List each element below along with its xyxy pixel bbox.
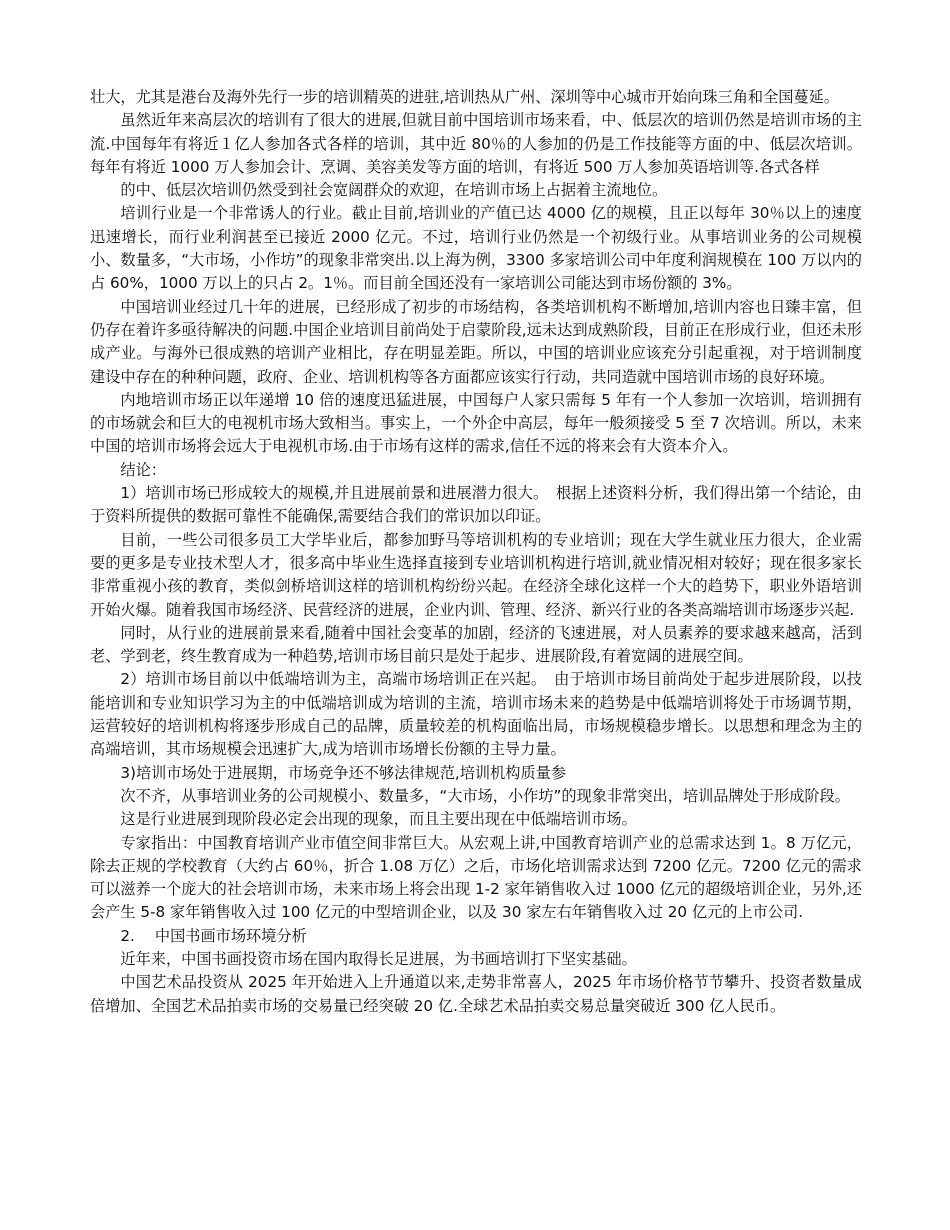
conclusion-point-1: 1）培训市场已形成较大的规模,并且进展前景和进展潜力很大。 根据上述资料分析，我们得出第一个结论，由于资料所提供的数据可靠性不能确保,需要结合我们的常识加以印证。 xyxy=(90,484,862,526)
paragraph: 中国艺术品投资从 2025 年开始进入上升通道以来,走势非常喜人，2025 年市场价格节节攀升、投资者数量成倍增加、全国艺术品拍卖市场的交易量已经突破 20 亿.全球艺术品拍卖交易总量突破近 300 亿人民币。 xyxy=(90,973,862,1015)
paragraph: 同时，从行业的进展前景来看,随着中国社会变革的加剧，经济的飞速进展，对人员素养的要求越来越高，活到老、学到老，终生教育成为一种趋势,培训市场目前只是处于起步、进展阶段,有着宽阔的进展空间。 xyxy=(90,623,862,666)
paragraph: 目前，一些公司很多员工大学毕业后，都参加野马等培训机构的专业培训；现在大学生就业压力很大，企业需要的更多是专业技术型人才，很多高中毕业生选择直接到专业培训机构进行培训,就业情况相对较好；现在很多家长非常重视小孩的教育，类似剑桥培训这样的培训机构纷纷兴起。在经济全球化这样一个大的趋势下，职业外语培训开始火爆。随着我国市场经济、民营经济的进展，企业内训、管理、经济、新兴行业的各类高端培训市场逐步兴起. xyxy=(90,530,862,619)
conclusion-heading: 结论： xyxy=(120,460,166,479)
document-body xyxy=(90,86,862,1018)
paragraph: 培训行业是一个非常诱人的行业。截止目前,培训业的产值已达 4000 亿的规模，且正以每年 30％以上的速度迅速增长，而行业利润甚至已接近 2000 亿元。不过，培训行业仍然是一个初级行业。从事培训业务的公司规模小、数量多，“大市场，小作坊”的现象非常突出.以上海为例，3300 多家培训公司中年度利润规模在 100 万以内的占 60%，1000 万以上的只占 2。1％。而目前全国还没有一家培训公司能达到市场份额的 3%。 xyxy=(90,204,862,293)
paragraph: 专家指出：中国教育培训产业市值空间非常巨大。从宏观上讲,中国教育培训产业的总需求达到 1。8 万亿元，除去正规的学校教育（大约占 60％，折合 1.08 万亿）之后，市场化培训需求达到 7200 亿元。7200 亿元的需求可以滋养一个庞大的社会培训市场，未来市场上将会出现 1-2 家年销售收入过 1000 亿元的超级培训企业，另外,还会产生 5-8 家年销售收入过 100 亿元的中型培训企业，以及 30 家左右年销售收入过 20 亿元的上市公司. xyxy=(90,833,862,922)
conclusion-point-3: 3)培训市场处于进展期，市场竞争还不够法律规范,培训机构质量参 xyxy=(120,763,567,782)
paragraph: 虽然近年来高层次的培训有了很大的进展,但就目前中国培训市场来看，中、低层次的培训仍然是培训市场的主流.中国每年有将近１亿人参加各式各样的培训，其中近 80％的人参加的仍是工作技能等方面的中、低层次培训。每年有将近 1000 万人参加会计、烹调、美容美发等方面的培训，有将近 500 万人参加英语培训等.各式各样 xyxy=(90,111,862,176)
paragraph: 的中、低层次培训仍然受到社会宽阔群众的欢迎，在培训市场上占据着主流地位。 xyxy=(120,181,668,200)
paragraph: 这是行业进展到现阶段必定会出现的现象，而且主要出现在中低端培训市场。 xyxy=(120,810,637,829)
paragraph: 次不齐，从事培训业务的公司规模小、数量多，“大市场，小作坊”的现象非常突出，培训品牌处于形成阶段。 xyxy=(120,786,850,805)
paragraph: 壮大，尤其是港台及海外先行一步的培训精英的进驻,培训热从广州、深圳等中心城市开始向珠三角和全国蔓延。 xyxy=(90,88,840,106)
paragraph: 内地培训市场正以年递增 10 倍的速度迅猛进展，中国每户人家只需每 5 年有一个人参加一次培训，培训拥有的市场就会和巨大的电视机市场大致相当。事实上，一个外企中高层，每年一般须接受 5 至 7 次培训。所以，未来中国的培训市场将会远大于电视机市场.由于市场有这样的需求,信任不远的将来会有大资本介入。 xyxy=(90,390,862,456)
paragraph: 近年来，中国书画投资市场在国内取得长足进展，为书画培训打下坚实基础。 xyxy=(120,949,637,968)
paragraph: 中国培训业经过几十年的进展，已经形成了初步的市场结构，各类培训机构不断增加,培训内容也日臻丰富，但仍存在着许多亟待解决的问题.中国企业培训目前尚处于启蒙阶段,远未达到成熟阶段，目前正在形成行业，但还未形成产业。与海外已很成熟的培训产业相比，存在明显差距。所以，中国的培训业应该充分引起重视，对于培训制度建设中存在的种种问题，政府、企业、培训机构等各方面都应该实行行动，共同造就中国培训市场的良好环境。 xyxy=(90,297,862,386)
conclusion-point-2: 2）培训市场目前以中低端培训为主，高端市场培训正在兴起。 由于培训市场目前尚处于起步进展阶段，以技能培训和专业知识学习为主的中低端培训成为培训的主流，培训市场未来的趋势是中低端培训将处于市场调节期，运营较好的培训机构将逐步形成自己的品牌，质量较差的机构面临出局，市场规模稳步增长。以思想和理念为主的高端培训，其市场规模会迅速扩大,成为培训市场增长份额的主导力量。 xyxy=(90,670,862,759)
section-heading: 2. 中国书画市场环境分析 xyxy=(120,926,307,945)
